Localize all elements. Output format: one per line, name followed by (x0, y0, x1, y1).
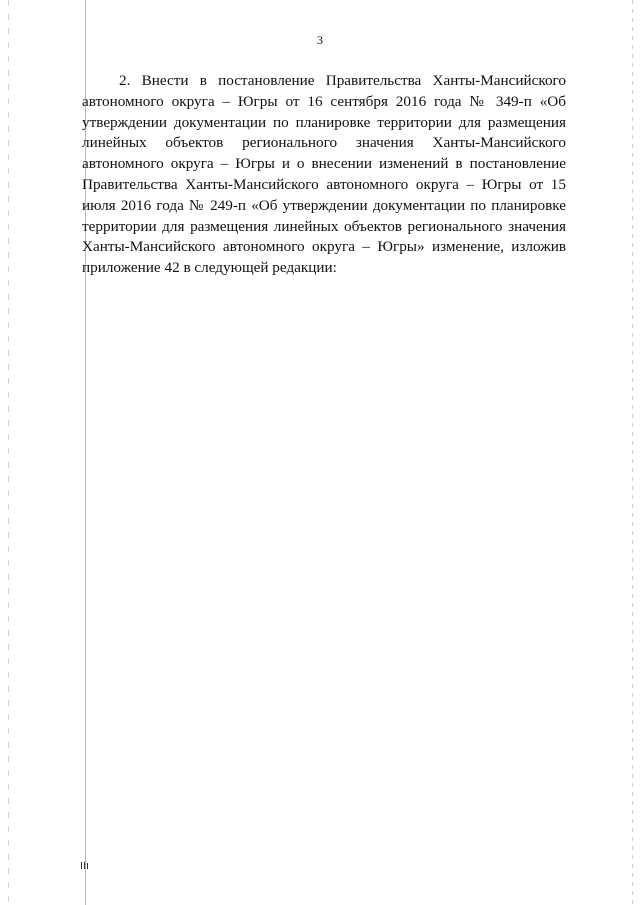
body-text (82, 71, 566, 279)
scan-artifact-icon (80, 860, 90, 870)
paragraph-2: 2. Внести в постановление Правительства Ханты-Мансийского автономного округа – Югры от 16 сентября 2016 года № 349-п «Об утверждении документации по планировке территории для размещения линейных объектов регионального значения Ханты-Мансийского автономного округа – Югры и о внесении изменений в постановление Правительства Ханты-Мансийского автономного округа – Югры от 15 июля 2016 года № 249-п «Об утверждении документации по планировке территории для размещения линейных объектов регионального значения Ханты-Мансийского автономного округа – Югры» изменение, изложив приложение 42 в следующей редакции: (82, 72, 566, 277)
page-number: 3 (317, 33, 323, 47)
scan-margin-line-left (8, 0, 9, 905)
scan-footer-mark (80, 860, 90, 872)
scan-margin-line-right (632, 0, 633, 905)
